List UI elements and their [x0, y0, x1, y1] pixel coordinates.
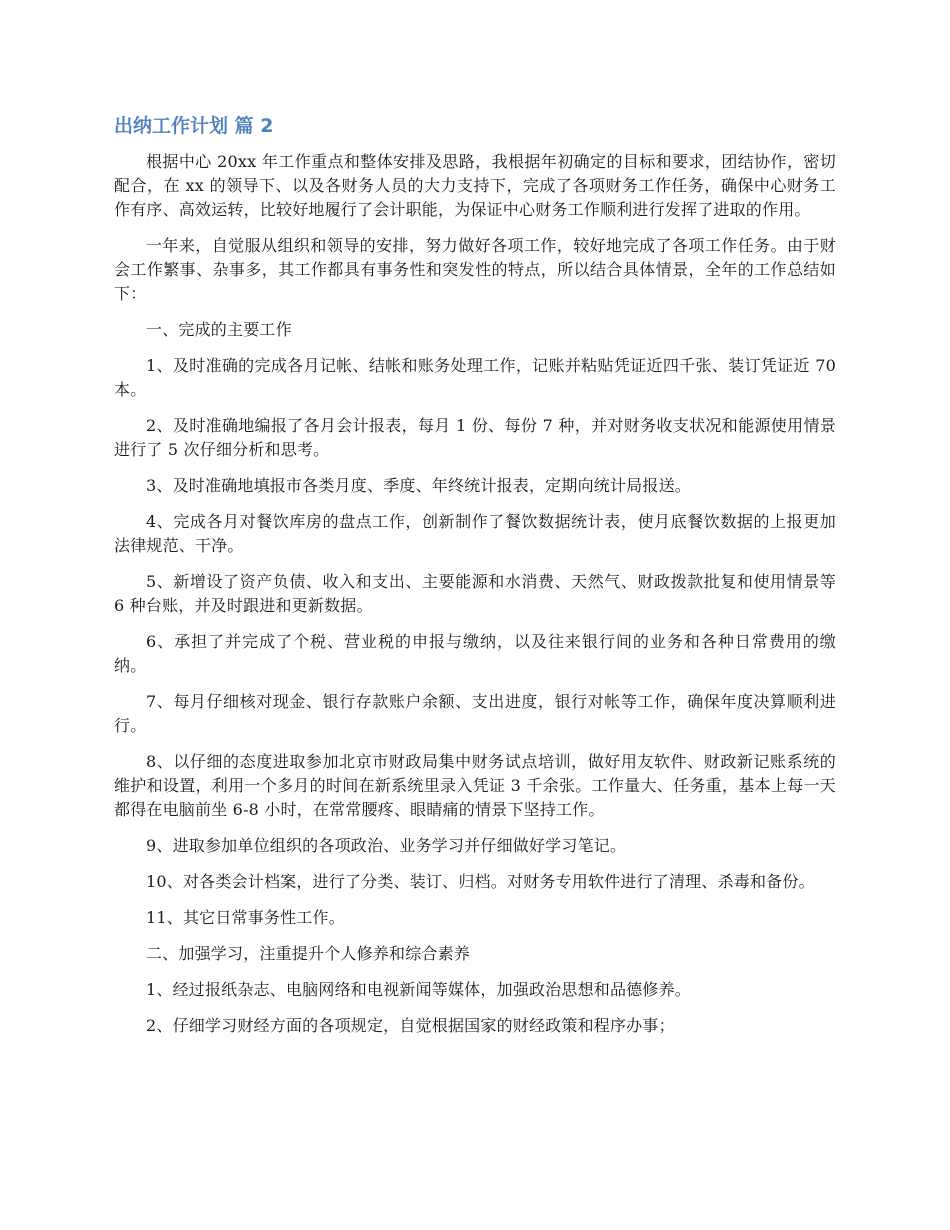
- document-body: [114, 150, 836, 1038]
- list-item: 1、及时准确的完成各月记帐、结帐和账务处理工作，记账并粘贴凭证近四千张、装订凭证近 70 本。: [114, 356, 836, 399]
- section-heading: 一、完成的主要工作: [146, 320, 292, 339]
- list-item: 1、经过报纸杂志、电脑网络和电视新闻等媒体，加强政治思想和品德修养。: [146, 980, 691, 999]
- list-item: 10、对各类会计档案，进行了分类、装订、归档。对财务专用软件进行了清理、杀毒和备份。: [146, 872, 815, 891]
- paragraph: 根据中心 20xx 年工作重点和整体安排及思路，我根据年初确定的目标和要求，团结协作，密切配合，在 xx 的领导下、以及各财务人员的大力支持下，完成了各项财务工作任务，确保中心财务工作有序、高效运转，比较好地履行了会计职能，为保证中心财务工作顺利进行发挥了进取的作用。: [114, 152, 836, 219]
- document-title: 出纳工作计划 篇 2: [114, 115, 274, 137]
- list-item: 11、其它日常事务性工作。: [146, 908, 345, 927]
- document-page: [114, 112, 836, 1050]
- list-item: 7、每月仔细核对现金、银行存款账户余额、支出进度，银行对帐等工作，确保年度决算顺利进行。: [114, 692, 836, 735]
- section-heading: 二、加强学习，注重提升个人修养和综合素养: [146, 944, 471, 963]
- list-item: 5、新增设了资产负债、收入和支出、主要能源和水消费、天然气、财政拨款批复和使用情景等 6 种台账，并及时跟进和更新数据。: [114, 572, 836, 615]
- list-item: 2、仔细学习财经方面的各项规定，自觉根据国家的财经政策和程序办事；: [146, 1016, 675, 1035]
- list-item: 2、及时准确地编报了各月会计报表，每月 1 份、每份 7 种，并对财务收支状况和能源使用情景进行了 5 次仔细分析和思考。: [114, 416, 836, 459]
- list-item: 3、及时准确地填报市各类月度、季度、年终统计报表，定期向统计局报送。: [146, 476, 691, 495]
- paragraph: 一年来，自觉服从组织和领导的安排，努力做好各项工作，较好地完成了各项工作任务。由于财会工作繁事、杂事多，其工作都具有事务性和突发性的特点，所以结合具体情景，全年的工作总结如下：: [114, 236, 836, 303]
- list-item: 4、完成各月对餐饮库房的盘点工作，创新制作了餐饮数据统计表，使月底餐饮数据的上报更加法律规范、干净。: [114, 512, 836, 555]
- list-item: 9、进取参加单位组织的各项政治、业务学习并仔细做好学习笔记。: [146, 836, 627, 855]
- list-item: 6、承担了并完成了个税、营业税的申报与缴纳，以及往来银行间的业务和各种日常费用的缴纳。: [114, 632, 836, 675]
- list-item: 8、以仔细的态度进取参加北京市财政局集中财务试点培训，做好用友软件、财政新记账系统的维护和设置，利用一个多月的时间在新系统里录入凭证 3 千余张。工作量大、任务重，基本上每一天都得在电脑前坐 6-8 小时，在常常腰疼、眼睛痛的情景下坚持工作。: [114, 752, 836, 819]
